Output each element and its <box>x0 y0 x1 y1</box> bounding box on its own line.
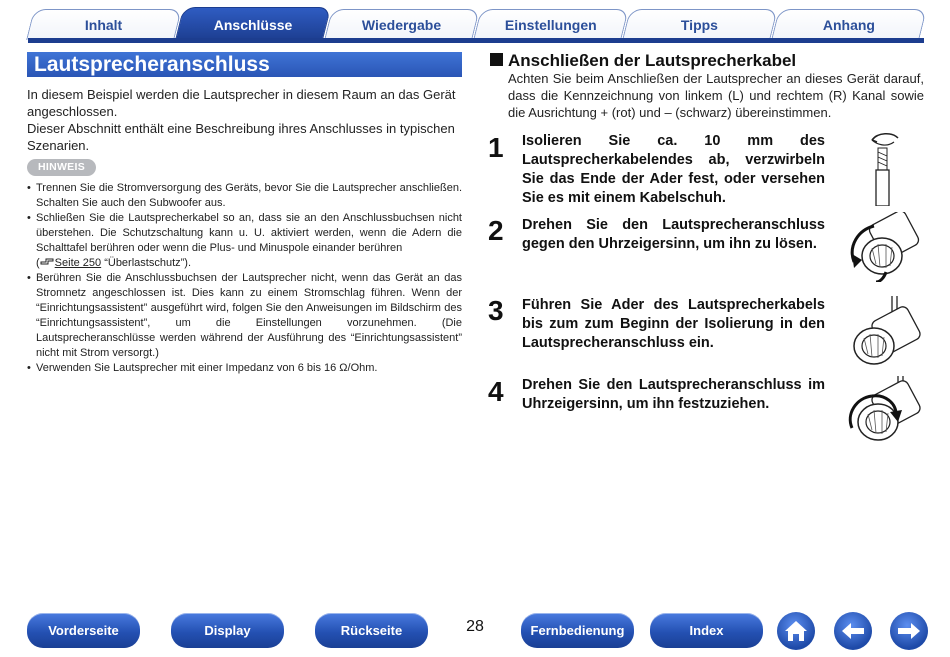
home-icon <box>783 619 809 643</box>
tab-underline <box>28 38 924 43</box>
arrow-right-icon <box>896 621 922 641</box>
tab-label: Wiedergabe <box>362 17 442 33</box>
remote-control-button[interactable]: Fernbedienung <box>521 613 634 648</box>
section-heading <box>490 50 930 72</box>
hint-item <box>27 181 462 211</box>
section-description: Achten Sie beim Anschließen der Lautsprecher an dieses Gerät darauf, dass die Kennzeichnung von linkem (L) und rechtem (R) Kanal sowie die Ausrichtung + (rot) und – (schwarz) übereinstimmen. <box>508 71 924 120</box>
tab-anschluesse[interactable] <box>175 7 331 41</box>
top-tab-bar <box>0 0 950 46</box>
previous-page-button[interactable] <box>834 612 872 650</box>
section-heading-text: Anschließen der Lautsprecherkabel <box>508 51 797 70</box>
arrow-left-icon <box>840 621 866 641</box>
front-panel-button[interactable]: Vorderseite <box>27 613 140 648</box>
tab-label: Inhalt <box>85 17 123 33</box>
tab-wiedergabe[interactable] <box>324 9 480 40</box>
step-number: 1 <box>488 132 504 163</box>
ref-open: ( <box>36 257 40 269</box>
hint-item-text: Verwenden Sie Lautsprecher mit einer Impedanz von 6 bis 16 Ω/Ohm. <box>36 362 378 374</box>
tab-label: Anschlüsse <box>213 16 293 33</box>
rear-panel-button[interactable]: Rückseite <box>315 613 428 648</box>
hint-badge: HINWEIS <box>27 159 96 176</box>
hint-item <box>27 271 462 361</box>
hint-item-text: Trennen Sie die Stromversorgung des Geräts, bevor Sie die Lautsprecher anschließen. Schalten Sie auch den Subwoofer aus. <box>36 182 462 209</box>
tab-label: Tipps <box>681 17 719 33</box>
tab-label: Anhang <box>822 17 875 33</box>
tab-inhalt[interactable] <box>26 9 182 40</box>
tab-label: Einstellungen <box>504 17 597 33</box>
ref-tail: “Überlastschutz”). <box>101 257 192 269</box>
step-number: 2 <box>488 215 504 246</box>
pointing-hand-icon <box>40 256 55 271</box>
square-bullet-icon <box>490 53 503 66</box>
step-number: 3 <box>488 295 504 326</box>
hint-list <box>27 181 462 376</box>
hint-item <box>27 361 462 376</box>
display-button[interactable]: Display <box>171 613 284 648</box>
step-text: Führen Sie Ader des Lautsprecherkabels bis zum zum Beginn der Isolierung in den Lautsprecheranschluss ein. <box>522 297 825 351</box>
page-number: 28 <box>466 618 484 635</box>
page-title: Lautsprecheranschluss <box>27 52 462 77</box>
hint-item <box>27 211 462 271</box>
home-button[interactable] <box>777 612 815 650</box>
next-page-button[interactable] <box>890 612 928 650</box>
step-number: 4 <box>488 376 504 407</box>
page-link[interactable]: Seite 250 <box>54 257 102 269</box>
step-text: Drehen Sie den Lautsprecheranschluss gegen den Uhrzeigersinn, um ihn zu lösen. <box>522 217 825 252</box>
step-text: Drehen Sie den Lautsprecheranschluss im Uhrzeigersinn, um ihn festzuziehen. <box>522 377 825 412</box>
hint-item-text: Schließen Sie die Lautsprecherkabel so an, dass sie an den Anschlussbuchsen nicht überstehen. Die Schutzschaltung kann u. U. aktiviert werden, wenn die Adern die Schalttafel berühren oder wenn die Plus- und Minuspole einander berühren <box>36 212 462 254</box>
step-text: Isolieren Sie ca. 10 mm des Lautsprecherkabelendes ab, verzwirbeln Sie das Ende der Ader fest, oder versehen Sie es mit einem Kabelschuh. <box>522 133 825 206</box>
terminal-loosen-icon <box>846 212 922 287</box>
wire-insert-icon <box>846 294 922 375</box>
terminal-tighten-icon <box>846 374 922 449</box>
intro-paragraph-2: Dieser Abschnitt enthält eine Beschreibung ihres Anschlusses in typischen Szenarien. <box>27 121 455 153</box>
tab-tipps[interactable] <box>622 9 778 40</box>
hint-item-text: Berühren Sie die Anschlussbuchsen der Lautsprecher nicht, wenn das Gerät an das Stromnetz angeschlossen ist. Dies kann zu einem Stromschlag führen. Wenn der “Einrichtungsassistent” ausgeführt wird, folgen Sie den Anweisungen im Bildschirm des “Einrichtungsassistent”, um die Einstellungen vorzunehmen. (Die Lautsprecheranschlüsse werden während der Ausführung des “Einrichtungsassistent” nicht mit Strom versorgt.) <box>36 272 462 359</box>
intro-paragraph-1: In diesem Beispiel werden die Lautsprecher in diesem Raum an das Gerät angeschlossen. <box>27 87 456 119</box>
index-button[interactable]: Index <box>650 613 763 648</box>
tab-einstellungen[interactable] <box>473 9 629 40</box>
stripped-wire-icon <box>858 130 908 211</box>
tab-anhang[interactable] <box>771 9 927 40</box>
intro-text <box>27 86 463 154</box>
